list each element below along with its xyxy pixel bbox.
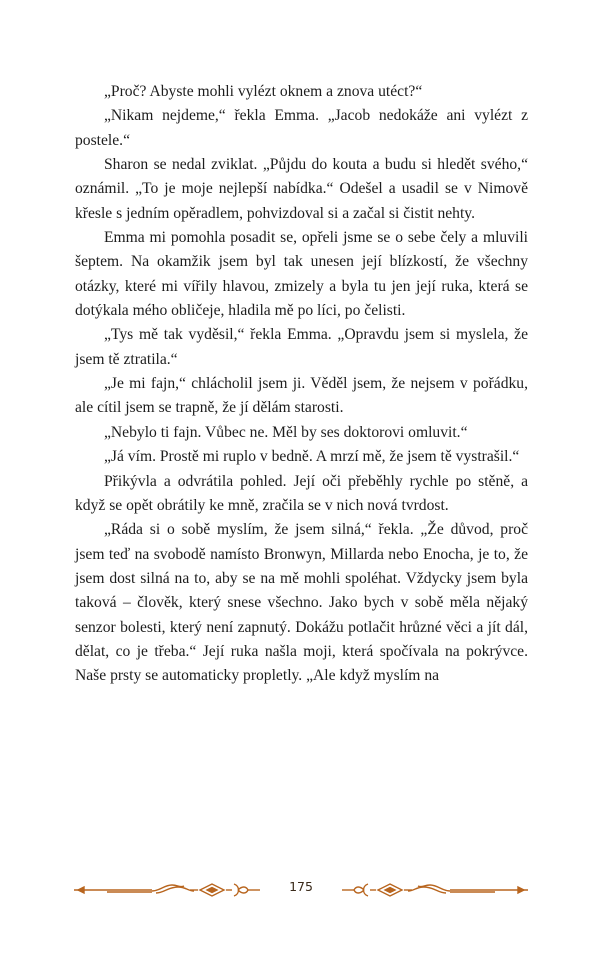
paragraph: „Nikam nejdeme,“ řekla Emma. „Jacob nedokáže ani vylézt z postele.“ xyxy=(75,107,528,149)
paragraph: Emma mi pomohla posadit se, opřeli jsme se o sebe čely a mluvili šeptem. Na okamžik jsem byl tak unesen její blízkostí, že všechny otázky, které mi vířily hlavou, zmizely a byla tu jen její ruka, která se dotýkala mého obličeje, hladila mě po líci, po čelisti. xyxy=(75,229,528,320)
paragraph: „Já vím. Prostě mi ruplo v bedně. A mrzí mě, že jsem tě vystrašil.“ xyxy=(104,448,520,466)
paragraph: „Nebylo ti fajn. Vůbec ne. Měl by ses doktorovi omluvit.“ xyxy=(104,423,468,441)
paragraph: „Proč? Abyste mohli vylézt oknem a znova utéct?“ xyxy=(104,83,423,100)
paragraph: Přikývla a odvrátila pohled. Její oči přeběhly rychle po stěně, a když se opět obrátily ke mně, zračila se v nich nová tvrdost. xyxy=(75,472,528,514)
paragraph: „Je mi fajn,“ chlácholil jsem ji. Věděl jsem, že nejsem v pořádku, ale cítil jsem se trapně, že jí dělám starosti. xyxy=(75,375,528,417)
page-number: 175 xyxy=(289,879,313,894)
body-text xyxy=(75,80,528,689)
paragraph: Sharon se nedal zviklat. „Půjdu do kouta a budu si hledět svého,“ oznámil. „To je moje nejlepší nabídka.“ Odešel a usadil se v Nimově křesle s jedním opěradlem, pohvizdoval si a začal si čistit nehty. xyxy=(75,156,528,222)
page-footer xyxy=(72,876,530,900)
paragraph: „Tys mě tak vyděsil,“ řekla Emma. „Opravdu jsem si myslela, že jsem tě ztratila.“ xyxy=(75,326,528,368)
paragraph: „Ráda si o sobě myslím, že jsem silná,“ řekla. „Že důvod, proč jsem teď na svobodě namísto Bronwyn, Millarda nebo Enocha, je to, že jsem dost silná na to, aby se na mě mohli spoléhat. Vždycky jsem byla taková – člověk, který snese všechno. Jako bych v sobě měla nějaký senzor bolesti, který není zapnutý. Dokážu potlačit hrůzné věci a jít dál, dělat, co je třeba.“ Její ruka našla moji, která spočívala na pokrývce. Naše prsty se automaticky propletly. „Ale když myslím na xyxy=(75,521,528,685)
